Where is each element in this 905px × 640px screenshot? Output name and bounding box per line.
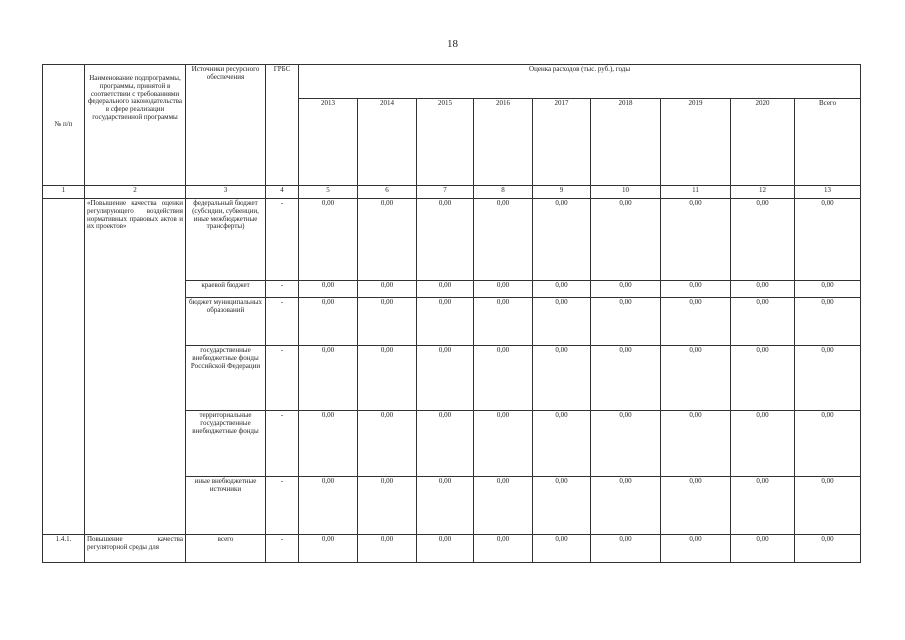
value-cell: 0,00: [731, 298, 795, 346]
page-number: 18: [447, 38, 458, 50]
value-cell: 0,00: [417, 346, 474, 411]
column-number: 12: [731, 186, 795, 199]
value-cell: 0,00: [591, 199, 661, 281]
value-cell: 0,00: [661, 298, 731, 346]
value-cell: 0,00: [299, 346, 358, 411]
year-header: 2015: [417, 99, 474, 186]
value-cell: 0,00: [358, 411, 417, 477]
value-cell: 0,00: [474, 298, 533, 346]
expense-table: [42, 64, 861, 563]
value-cell: 0,00: [661, 477, 731, 535]
source-cell: всего: [186, 535, 266, 563]
column-number: 5: [299, 186, 358, 199]
column-numbers-row: [43, 186, 861, 199]
value-cell: 0,00: [358, 535, 417, 563]
year-header: 2017: [533, 99, 591, 186]
source-cell: государственные внебюджетные фонды Российской Федерации: [186, 346, 266, 411]
value-cell: 0,00: [417, 477, 474, 535]
value-cell: 0,00: [795, 411, 861, 477]
value-cell: 0,00: [591, 411, 661, 477]
column-number: 3: [186, 186, 266, 199]
value-cell: 0,00: [358, 346, 417, 411]
column-number: 7: [417, 186, 474, 199]
year-header: 2014: [358, 99, 417, 186]
value-cell: 0,00: [533, 411, 591, 477]
value-cell: 0,00: [299, 535, 358, 563]
grbs-cell: -: [266, 535, 299, 563]
header-name: Наименование подпрограммы, программы, принятой в соответствии с требованиями федерального законодательства в сфере реализации государственной программы: [85, 65, 186, 186]
year-header-total: Всего: [795, 99, 861, 186]
grbs-cell: -: [266, 298, 299, 346]
value-cell: 0,00: [533, 281, 591, 298]
column-number: 10: [591, 186, 661, 199]
column-number: 2: [85, 186, 186, 199]
value-cell: 0,00: [661, 199, 731, 281]
value-cell: 0,00: [533, 298, 591, 346]
column-number: 8: [474, 186, 533, 199]
value-cell: 0,00: [474, 346, 533, 411]
row-num: [43, 199, 85, 535]
table-row: [43, 199, 861, 281]
grbs-cell: -: [266, 281, 299, 298]
value-cell: 0,00: [795, 199, 861, 281]
value-cell: 0,00: [533, 477, 591, 535]
table-row: [43, 535, 861, 563]
value-cell: 0,00: [474, 411, 533, 477]
grbs-cell: -: [266, 346, 299, 411]
year-header: 2020: [731, 99, 795, 186]
column-number: 9: [533, 186, 591, 199]
column-number: 13: [795, 186, 861, 199]
value-cell: 0,00: [417, 298, 474, 346]
value-cell: 0,00: [533, 346, 591, 411]
value-cell: 0,00: [417, 535, 474, 563]
value-cell: 0,00: [731, 411, 795, 477]
source-cell: федеральный бюджет (субсидии, субвенции, иные межбюджетные трансферты): [186, 199, 266, 281]
value-cell: 0,00: [299, 411, 358, 477]
year-header: 2019: [661, 99, 731, 186]
value-cell: 0,00: [417, 281, 474, 298]
value-cell: 0,00: [299, 199, 358, 281]
value-cell: 0,00: [474, 477, 533, 535]
value-cell: 0,00: [417, 411, 474, 477]
source-cell: иные внебюджетные источники: [186, 477, 266, 535]
value-cell: 0,00: [358, 477, 417, 535]
header-grbs: ГРБС: [266, 65, 299, 186]
source-cell: бюджет муниципальных образований: [186, 298, 266, 346]
value-cell: 0,00: [591, 346, 661, 411]
value-cell: 0,00: [591, 535, 661, 563]
row-name: Повышение качества регуляторной среды для: [85, 535, 186, 563]
value-cell: 0,00: [358, 298, 417, 346]
value-cell: 0,00: [731, 346, 795, 411]
value-cell: 0,00: [358, 199, 417, 281]
column-number: 11: [661, 186, 731, 199]
value-cell: 0,00: [661, 281, 731, 298]
header-num: № п/п: [43, 65, 85, 186]
value-cell: 0,00: [299, 298, 358, 346]
value-cell: 0,00: [591, 477, 661, 535]
year-header: 2018: [591, 99, 661, 186]
value-cell: 0,00: [591, 298, 661, 346]
header-row-1: [43, 65, 861, 99]
value-cell: 0,00: [474, 199, 533, 281]
value-cell: 0,00: [661, 411, 731, 477]
year-header: 2013: [299, 99, 358, 186]
value-cell: 0,00: [731, 281, 795, 298]
source-cell: краевой бюджет: [186, 281, 266, 298]
value-cell: 0,00: [474, 535, 533, 563]
value-cell: 0,00: [299, 281, 358, 298]
column-number: 1: [43, 186, 85, 199]
header-sources: Источники ресурсного обеспечения: [186, 65, 266, 186]
value-cell: 0,00: [661, 535, 731, 563]
value-cell: 0,00: [474, 281, 533, 298]
value-cell: 0,00: [533, 535, 591, 563]
value-cell: 0,00: [795, 346, 861, 411]
value-cell: 0,00: [795, 477, 861, 535]
row-name: «Повышение качества оценки регулирующего воздействия нормативных правовых актов и их проектов»: [85, 199, 186, 535]
value-cell: 0,00: [661, 346, 731, 411]
grbs-cell: -: [266, 477, 299, 535]
source-cell: территориальные государственные внебюджетные фонды: [186, 411, 266, 477]
value-cell: 0,00: [591, 281, 661, 298]
value-cell: 0,00: [731, 535, 795, 563]
value-cell: 0,00: [731, 199, 795, 281]
header-expenses: Оценка расходов (тыс. руб.), годы: [299, 65, 861, 99]
value-cell: 0,00: [795, 298, 861, 346]
value-cell: 0,00: [795, 535, 861, 563]
value-cell: 0,00: [299, 477, 358, 535]
value-cell: 0,00: [795, 281, 861, 298]
grbs-cell: -: [266, 199, 299, 281]
column-number: 6: [358, 186, 417, 199]
value-cell: 0,00: [358, 281, 417, 298]
value-cell: 0,00: [731, 477, 795, 535]
column-number: 4: [266, 186, 299, 199]
value-cell: 0,00: [417, 199, 474, 281]
grbs-cell: -: [266, 411, 299, 477]
year-header: 2016: [474, 99, 533, 186]
value-cell: 0,00: [533, 199, 591, 281]
row-num: 1.4.1.: [43, 535, 85, 563]
